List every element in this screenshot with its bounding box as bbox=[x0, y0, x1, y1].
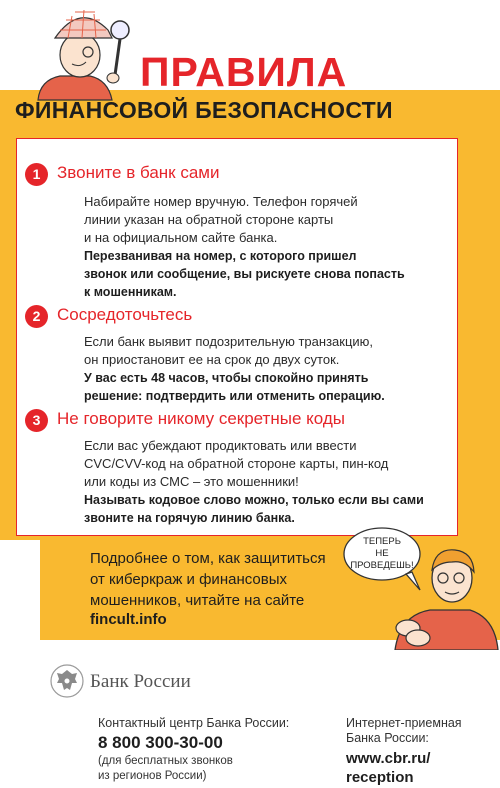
detective-illustration bbox=[20, 0, 140, 105]
contact-phone-number[interactable]: 8 800 300-30-00 bbox=[98, 733, 223, 752]
rule-bold-1: Перезванивая на номер, с которого пришел звонок или сообщение, вы рискуете снова попасть к мошенникам. bbox=[84, 249, 405, 299]
page-subtitle: ФИНАНСОВОЙ БЕЗОПАСНОСТИ bbox=[15, 97, 393, 123]
rule-number-3: 3 bbox=[25, 409, 48, 432]
bank-name: Банк России bbox=[90, 671, 191, 692]
rule-text-1: Набирайте номер вручную. Телефон горячей линии указан на обратной стороне карты и на официальном сайте банка. bbox=[84, 194, 358, 245]
character-illustration bbox=[340, 520, 500, 650]
rules-card bbox=[16, 138, 458, 536]
rule-number-1: 1 bbox=[25, 163, 48, 186]
rule-title-3: Не говорите никому секретные коды bbox=[57, 409, 345, 428]
bubble-line-1: ТЕПЕРЬ bbox=[363, 536, 401, 547]
rule-text-2: Если банк выявит подозрительную транзакцию, он приостановит ее на срок до двух суток. bbox=[84, 334, 374, 367]
contact-note: (для бесплатных звонков из регионов России) bbox=[98, 755, 233, 782]
page-title: ПРАВИЛА bbox=[140, 49, 348, 95]
contact-center-label: Контактный центр Банка России: bbox=[98, 716, 290, 730]
rule-title-1: Звоните в банк сами bbox=[57, 163, 220, 182]
fincult-link[interactable]: fincult.info bbox=[90, 611, 167, 628]
reception-link[interactable]: www.cbr.ru/ reception bbox=[346, 750, 431, 786]
rule-number-2: 2 bbox=[25, 305, 48, 328]
more-info-text: Подробнее о том, как защититься от киберкраж и финансовых мошенников, читайте на сайте bbox=[90, 550, 326, 609]
rule-bold-2: У вас есть 48 часов, чтобы спокойно принять решение: подтвердить или отменить операцию. bbox=[84, 371, 385, 403]
bubble-line-2: НЕ bbox=[375, 548, 389, 559]
rule-bold-3: Называть кодовое слово можно, только если вы сами звоните на горячую линию банка. bbox=[84, 493, 424, 525]
bubble-line-3: ПРОВЕДЕШЬ! bbox=[350, 560, 414, 571]
bank-of-russia-eagle-icon bbox=[50, 664, 84, 698]
rule-text-3: Если вас убеждают продиктовать или ввести CVC/CVV-код на обратной стороне карты, пин-код или коды из СМС – это мошенники! bbox=[84, 438, 389, 489]
rule-title-2: Сосредоточьтесь bbox=[57, 305, 193, 324]
reception-label: Интернет-приемная Банка России: bbox=[346, 716, 462, 745]
